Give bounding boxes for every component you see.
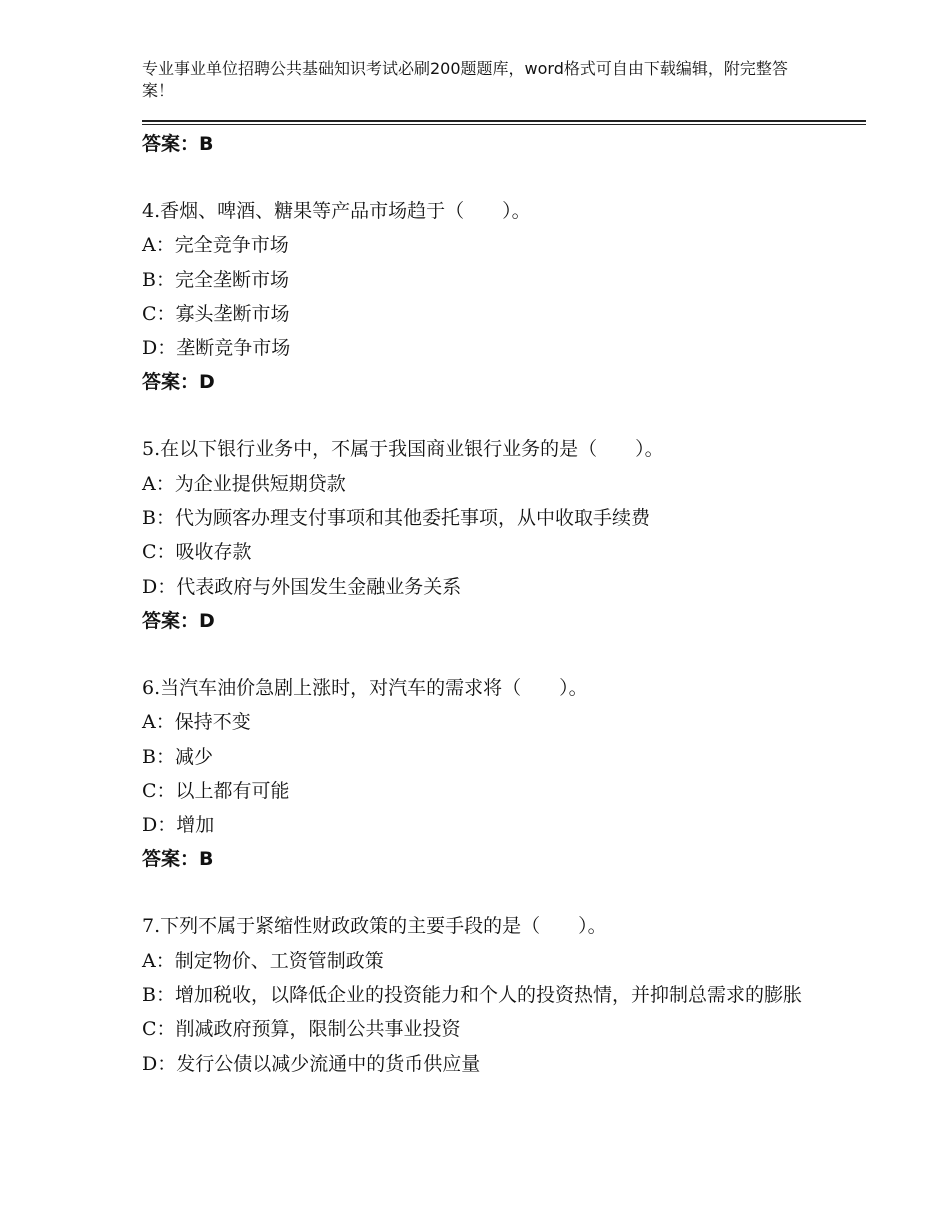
question-stem: 4.香烟、啤酒、糖果等产品市场趋于（ ）。 <box>142 200 531 222</box>
question-6 <box>142 671 822 876</box>
document-body <box>142 127 822 1081</box>
question-stem: 5.在以下银行业务中，不属于我国商业银行业务的是（ ）。 <box>142 438 664 461</box>
option-c: C：寡头垄断市场 <box>142 302 290 325</box>
option-a: A：完全竞争市场 <box>142 234 289 257</box>
option-b: B：减少 <box>142 745 213 768</box>
option-a: A：保持不变 <box>142 711 251 734</box>
answer-q3: 答案：B <box>142 133 214 155</box>
option-b: B：代为顾客办理支付事项和其他委托事项，从中收取手续费 <box>142 507 650 530</box>
option-d: D：增加 <box>142 814 215 837</box>
header-divider-thick <box>142 120 866 122</box>
document-header: 专业事业单位招聘公共基础知识考试必刷200题题库，word格式可自由下载编辑，附完整答案！ <box>142 59 788 100</box>
option-c: C：削减政府预算，限制公共事业投资 <box>142 1018 461 1041</box>
header-divider-thin <box>142 124 866 125</box>
answer: 答案：D <box>142 609 215 632</box>
option-d: D：垄断竞争市场 <box>142 337 291 360</box>
option-b: B：增加税收，以降低企业的投资能力和个人的投资热情，并抑制总需求的膨胀 <box>142 984 802 1007</box>
question-5 <box>142 432 822 637</box>
question-stem: 6.当汽车油价急剧上涨时，对汽车的需求将（ ）。 <box>142 676 588 699</box>
option-b: B：完全垄断市场 <box>142 268 289 291</box>
question-stem: 7.下列不属于紧缩性财政政策的主要手段的是（ ）。 <box>142 915 607 938</box>
option-d: D：代表政府与外国发生金融业务关系 <box>142 575 462 598</box>
option-d: D：发行公债以减少流通中的货币供应量 <box>142 1052 481 1075</box>
question-4 <box>142 194 822 399</box>
question-7 <box>142 909 822 1080</box>
answer: 答案：D <box>142 371 215 394</box>
option-a: A：为企业提供短期贷款 <box>142 472 346 495</box>
option-a: A：制定物价、工资管制政策 <box>142 949 384 972</box>
option-c: C：以上都有可能 <box>142 779 290 802</box>
option-c: C：吸收存款 <box>142 541 252 564</box>
answer: 答案：B <box>142 848 214 871</box>
